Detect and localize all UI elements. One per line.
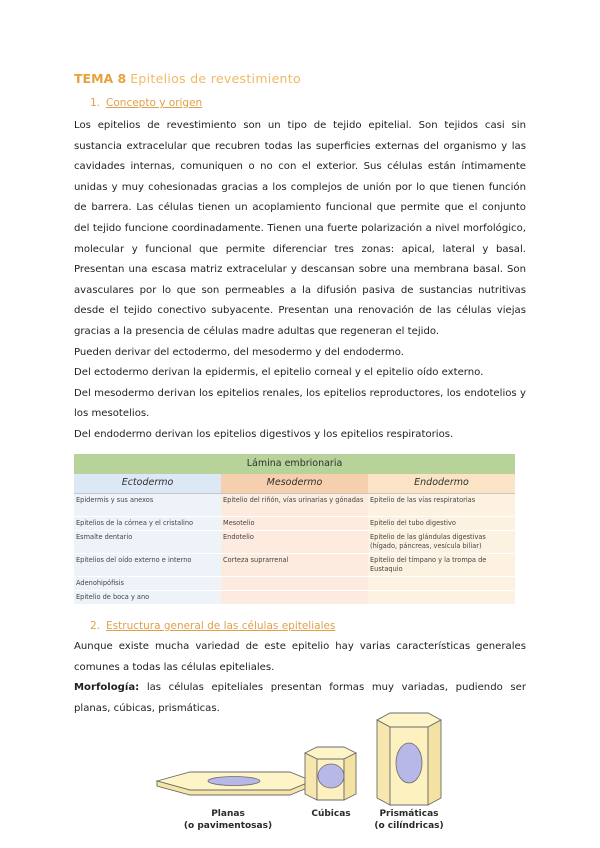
- topic-name: Epitelios de revestimiento: [130, 71, 301, 86]
- caption-line: (o cilíndricas): [374, 821, 444, 831]
- paragraph: Aunque existe mucha variedad de este epitelio hay varias características generales comunes a todas las células epiteliales.: [74, 641, 526, 673]
- table-cell: Esmalte dentario: [74, 531, 221, 554]
- table-cell: Adenohipófisis: [74, 577, 221, 591]
- column-header-mesodermo: Mesodermo: [221, 474, 368, 494]
- paragraph: Del ectodermo derivan la epidermis, el epitelio corneal y el epitelio oído externo.: [74, 367, 484, 379]
- caption-line: Cúbicas: [311, 809, 351, 819]
- section-label: Estructura general de las células epiteliales: [106, 620, 336, 632]
- caption-line: Planas: [211, 809, 245, 819]
- table-cell: Epitelio de las vías respiratorias: [368, 494, 515, 517]
- cell-shape: [377, 720, 390, 805]
- section-number: 1.: [90, 97, 101, 109]
- table-cell: Epitelio del tímpano y la trompa de Eustaquio: [368, 554, 515, 577]
- caption-flat: [178, 808, 278, 832]
- cell-shape: [344, 753, 356, 800]
- column-header-ectodermo: Ectodermo: [74, 474, 221, 494]
- paragraph: Del endodermo derivan los epitelios digestivos y los epitelios respiratorios.: [74, 428, 454, 440]
- caption-line: (o pavimentosas): [183, 821, 273, 831]
- table-cell: Endotelio: [221, 531, 368, 554]
- prismatic-cell-illustration: [377, 713, 441, 805]
- cell-shape: [305, 753, 317, 800]
- caption-line: Prismáticas: [379, 809, 439, 819]
- nucleus: [318, 764, 344, 788]
- table-cell: Epitelio de las glándulas digestivas (hígado, páncreas, vesícula biliar): [368, 531, 515, 554]
- table-cell: Corteza suprarrenal: [221, 554, 368, 577]
- caption-prismatic: [362, 808, 456, 832]
- section-number: 2.: [90, 620, 101, 632]
- table-cell: Epitelios de la córnea y el cristalino: [74, 517, 221, 531]
- nucleus: [208, 777, 260, 786]
- nucleus: [396, 743, 422, 783]
- morphology-text: las células epiteliales presentan formas muy variadas, pudiendo ser planas, cúbicas, prismáticas.: [74, 682, 526, 714]
- table-cell: Epitelio de boca y ano: [74, 591, 221, 605]
- table-cell: Epidermis y sus anexos: [74, 494, 221, 517]
- table-cell: Epitelio del tubo digestivo: [368, 517, 515, 531]
- section-label: Concepto y origen: [106, 97, 203, 109]
- paragraph: Pueden derivar del ectodermo, del mesodermo y del endodermo.: [74, 346, 404, 358]
- column-header-endodermo: Endodermo: [368, 474, 515, 494]
- paragraph: Los epitelios de revestimiento son un tipo de tejido epitelial. Son tejidos casi sin sustancia extracelular que recubren todas las superficies externas del organismo y las cavidades internas, comuniquen o no con el exterior. Sus células están íntimamente unidas y muy cohesionadas gracias a los complejos de unión por lo que tienen función de barrera. Las células tienen un acoplamiento funcional que permite que el conjunto del tejido funcione coordinadamente. Tienen una fuerte polarización a nivel morfológico, molecular y funcional que permite diferenciar tres zonas: apical, lateral y basal. Presentan una escasa matriz extracelular y descansan sobre una membrana basal. Son avasculares por lo que son permeables a la difusión pasiva de sustancias nutritivas desde el tejido conectivo subyacente. Presentan una renovación de las células viejas gracias a la presencia de células madre adultas que regeneran el tejido.: [74, 120, 526, 337]
- flat-cell-illustration: [157, 772, 312, 795]
- table-cell: Epitelios del oído externo e interno: [74, 554, 221, 577]
- cell-shape: [428, 720, 441, 805]
- caption-cubic: [296, 808, 366, 820]
- table-title: Lámina embrionaria: [74, 454, 515, 474]
- paragraph: Del mesodermo derivan los epitelios renales, los epitelios reproductores, los endotelios y los mesotelios.: [74, 387, 526, 420]
- cubic-cell-illustration: [305, 747, 356, 800]
- table-cell: Epitelio del riñón, vías urinarias y gónadas: [221, 494, 368, 517]
- topic-number: TEMA 8: [74, 71, 127, 86]
- table-cell: Mesotelio: [221, 517, 368, 531]
- morphology-label: Morfología:: [74, 682, 140, 694]
